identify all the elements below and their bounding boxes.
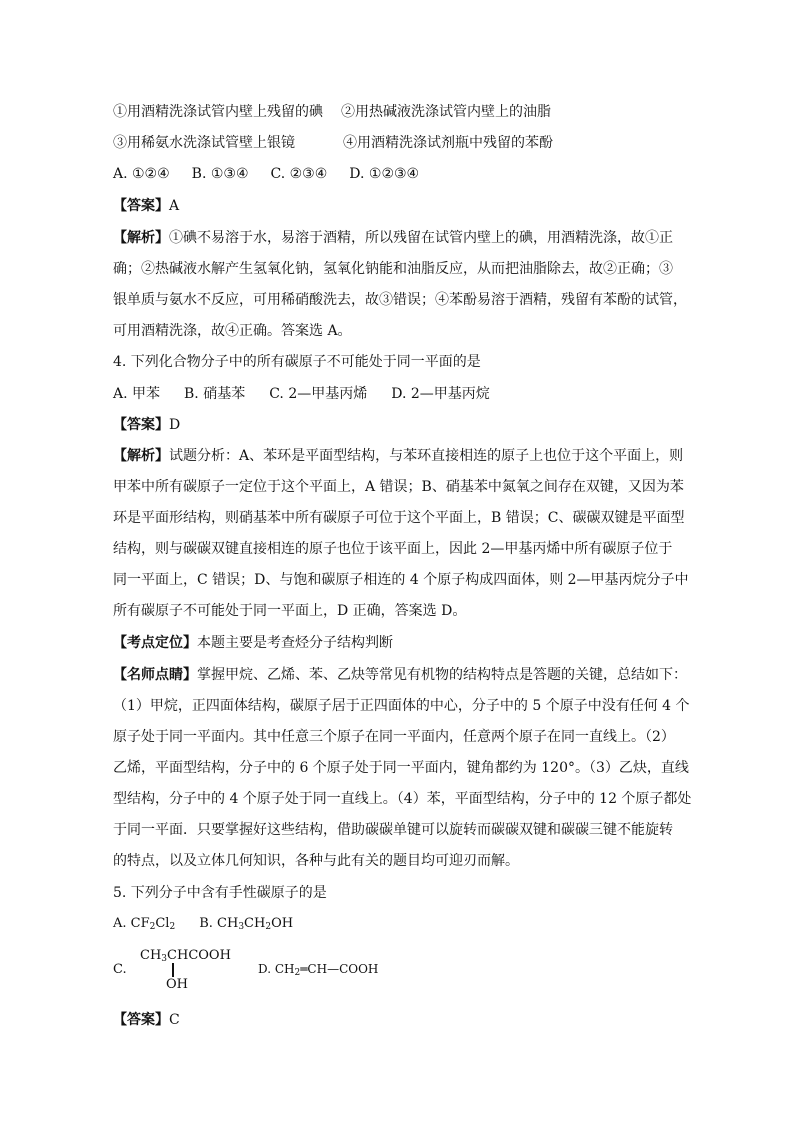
q5-options-ab [113, 914, 293, 934]
q4-analysis-label: 【解析】 [113, 448, 169, 464]
q4-mingshi-line-6: 于同一平面．只要掌握好这些结构，借助碳碳单键可以旋转而碳碳双键和碳碳三键不能旋转 [113, 822, 673, 838]
q4-mingshi-line-4: 乙烯，平面型结构，分子中的 6 个原子处于同一平面内，键角都约为 120°。（3）乙炔，直线 [113, 760, 689, 776]
q5-option-d-text: D. CH [258, 962, 295, 976]
q4-answer-label: 【答案】 [113, 417, 169, 433]
q4-analysis-line-3: 环是平面形结构，则硝基苯中所有碳原子可位于这个平面上，B 错误；C、碳碳双键是平面型 [113, 510, 685, 526]
q5-option-a-mid: Cl [155, 916, 170, 931]
q3-analysis-line-1 [113, 228, 673, 248]
q5-option-d [258, 962, 378, 978]
q3-answer [113, 196, 179, 216]
q3-analysis-line-2: 确；②热碱液水解产生氢氧化钠，氢氧化钠能和油脂反应，从而把油脂除去，故②正确；③ [113, 261, 673, 277]
q5-option-c-top-sub: 3 [161, 954, 168, 964]
q5-answer-label: 【答案】 [113, 1012, 169, 1028]
q3-option-c: C. ②③④ [270, 166, 328, 182]
q5-option-b-sub2: 2 [265, 922, 272, 932]
q3-answer-value: A [169, 198, 180, 214]
q5-option-b-text: B. CH [199, 916, 239, 931]
q5-option-a-sub2: 2 [169, 922, 176, 932]
q5-answer [113, 1010, 180, 1030]
q4-analysis-text: 试题分析：A、苯环是平面型结构，与苯环直接相连的原子上也位于这个平面上，则 [169, 448, 684, 464]
q4-kaodian-label: 【考点定位】 [113, 635, 197, 651]
q5-answer-value: C [169, 1012, 180, 1028]
q3-items-row-2 [113, 133, 553, 153]
q5-option-c-bond-line [172, 963, 174, 977]
q5-option-d-sub: 2 [294, 968, 301, 978]
q5-stem: 5. 下列分子中含有手性碳原子的是 [113, 885, 327, 901]
q3-item-4: ④用酒精洗涤试剂瓶中残留的苯酚 [343, 135, 553, 151]
q3-item-3: ③用稀氨水洗涤试管壁上银镜 [113, 135, 295, 151]
q5-option-c-top-pre: CH [140, 948, 162, 963]
q4-mingshi-text: 掌握甲烷、乙烯、苯、乙炔等常见有机物的结构特点是答题的关键，总结如下： [197, 667, 687, 683]
q5-option-a-text: A. CF [113, 916, 150, 931]
q3-item-1: ①用酒精洗涤试管内壁上残留的碘 [113, 104, 323, 120]
q5-option-b-sub1: 3 [238, 922, 245, 932]
q5-option-c-top-post: CHCOOH [167, 948, 231, 963]
q4-option-a: A. 甲苯 [113, 386, 161, 402]
q4-mingshi-label: 【名师点睛】 [113, 667, 197, 683]
q3-analysis-label: 【解析】 [113, 230, 169, 246]
q3-items-row-1 [113, 102, 551, 122]
q4-option-d: D. 2—甲基丙烷 [391, 386, 490, 402]
q3-option-b: B. ①③④ [191, 166, 249, 182]
q4-mingshi-line-7: 的特点，以及立体几何知识，各种与此有关的题目均可迎刃而解。 [113, 853, 519, 869]
q3-item-2: ②用热碱液洗涤试管内壁上的油脂 [341, 104, 551, 120]
q4-mingshi-line-1 [113, 665, 687, 685]
q5-option-c-label: C. [113, 962, 127, 977]
q4-option-b: B. 硝基苯 [184, 386, 246, 402]
q4-kaodian-text: 本题主要是考查烃分子结构判断 [197, 635, 393, 651]
q4-analysis-line-6: 所有碳原子不可能处于同一平面上，D 正确，答案选 D。 [113, 603, 467, 619]
q5-option-a-sub1: 2 [149, 922, 156, 932]
q4-mingshi-line-2: （1）甲烷，正四面体结构，碳原子居于正四面体的中心，分子中的 5 个原子中没有任何 4 个 [113, 698, 690, 714]
q5-option-c-formula-top [140, 948, 231, 964]
q4-stem: 4. 下列化合物分子中的所有碳原子不可能处于同一平面的是 [113, 354, 481, 370]
q4-mingshi-line-3: 原子处于同一平面内。其中任意三个原子在同一平面内，任意两个原子在同一直线上。（2） [113, 729, 675, 745]
q3-options [113, 164, 419, 184]
q3-option-a: A. ①②④ [113, 166, 170, 182]
q5-option-a [113, 916, 175, 931]
q3-option-d: D. ①②③④ [349, 166, 420, 182]
q4-kaodian [113, 633, 393, 653]
q5-option-b [199, 916, 293, 931]
q4-analysis-line-5: 同一平面上，C 错误；D、与饱和碳原子相连的 4 个原子构成四面体，则 2—甲基丙烷分子中 [113, 572, 689, 588]
q5-option-b-end: OH [271, 916, 294, 931]
q4-analysis-line-2: 甲苯中所有碳原子一定位于这个平面上，A 错误；B、硝基苯中氮氧之间存在双键，又因为苯 [113, 479, 684, 495]
q4-mingshi-line-5: 型结构，分子中的 4 个原子处于同一直线上。（4）苯，平面型结构，分子中的 12 个原子都处 [113, 791, 692, 807]
q4-answer [113, 415, 180, 435]
q4-analysis-line-1 [113, 446, 683, 466]
q3-analysis-text: ①碘不易溶于水，易溶于酒精，所以残留在试管内壁上的碘，用酒精洗涤，故①正 [169, 230, 673, 246]
q3-analysis-line-4: 可用酒精洗涤，故④正确。答案选 A。 [113, 323, 352, 339]
q4-options [113, 384, 490, 404]
q3-answer-label: 【答案】 [113, 198, 169, 214]
q4-option-c: C. 2—甲基丙烯 [269, 386, 368, 402]
q4-analysis-line-4: 结构，则与碳碳双键直接相连的原子也位于该平面上，因此 2—甲基丙烯中所有碳原子位于 [113, 541, 673, 557]
q5-option-d-tail: ═CH—COOH [300, 962, 379, 976]
q5-option-b-mid: CH [244, 916, 266, 931]
q4-answer-value: D [169, 417, 181, 433]
q5-option-c-formula-bottom: OH [166, 977, 188, 992]
q3-analysis-line-3: 银单质与氨水不反应，可用稀硝酸洗去，故③错误；④苯酚易溶于酒精，残留有苯酚的试管， [113, 292, 687, 308]
